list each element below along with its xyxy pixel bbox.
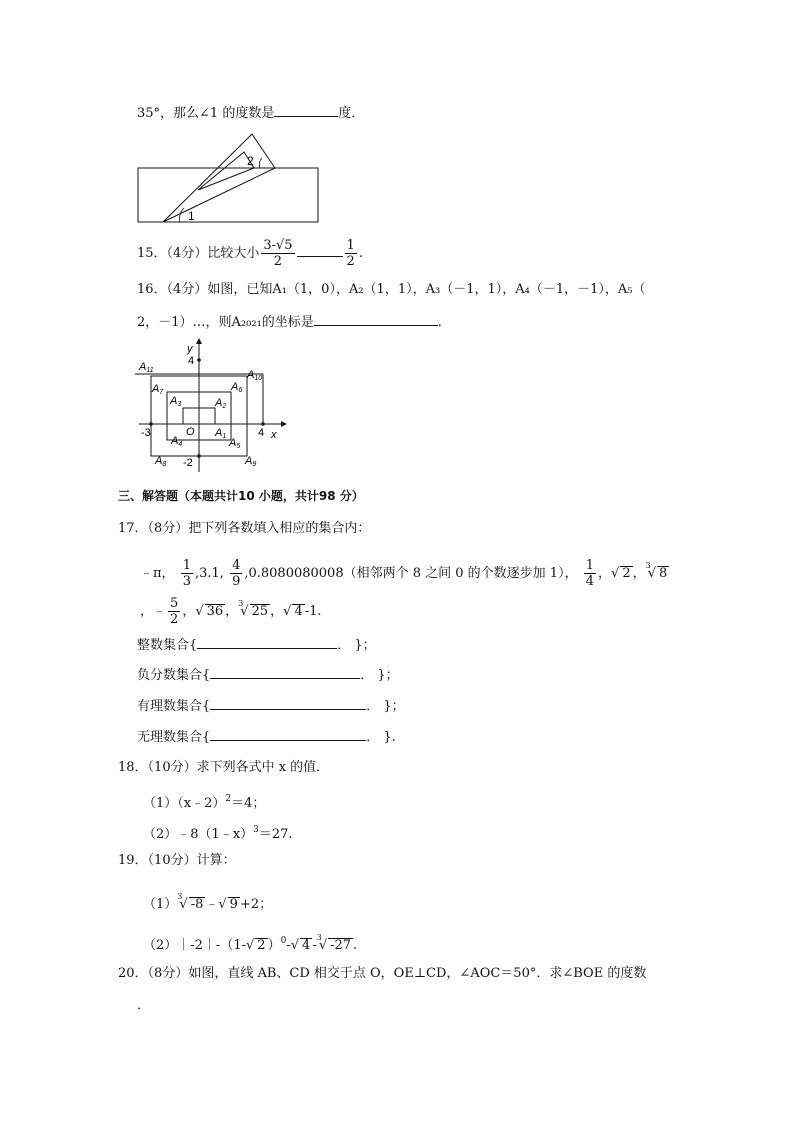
fraction: $\frac{1}{4}$: [585, 558, 594, 589]
label-a7: A7: [152, 383, 164, 396]
set-rationals: 有理数集合{ ． }；: [137, 699, 405, 714]
point-y-4: [197, 358, 201, 362]
answer-blank[interactable]: [197, 636, 337, 649]
answer-blank[interactable]: [210, 697, 366, 710]
label-a4: A4: [171, 435, 183, 448]
angle1-arc: [180, 208, 185, 222]
q15-text: 15．（4分）比较大小 $\frac{3-√5}{2}$ $\frac{1}{2}$ .: [137, 238, 363, 269]
y-axis-arrow: [196, 338, 202, 344]
q14-figure: [130, 128, 330, 228]
label-a8: A8: [155, 455, 167, 468]
label-a3: A3: [170, 395, 182, 408]
q20-line1: 20．（8分）如图，直线 AB、CD 相交于点 O，OE⊥CD，∠AOC＝50°．求∠BOE 的度数: [118, 966, 647, 981]
fraction: $\frac{4}{9}$: [232, 558, 241, 589]
answer-blank[interactable]: [297, 244, 343, 257]
fraction: $\frac{1}{2}$: [346, 238, 355, 269]
ruler-rect: [138, 168, 318, 222]
q18-part2: （2）﹣8（1﹣x）$^3$＝27.: [143, 825, 293, 842]
q17-numbers-line1: ﹣π， $\frac{1}{3}$ ,3.1, $\frac{4}{9}$ ,0.8080080008（相邻两个 8 之间 0 的个数逐步加 1）， $\frac{1}{4}$ ，√ 2 ，$^3$√ 8: [140, 558, 668, 589]
q19-part1: $(1)^3√$ -8 ﹣√ 9 +2；: [143, 892, 273, 912]
point-x-neg3: [149, 422, 153, 426]
q19-title: 19．（10分）计算：: [118, 853, 236, 868]
y-tick-4: 4: [188, 355, 195, 367]
section-heading: 三、解答题（本题共计10 小题，共计98 分）: [118, 489, 364, 503]
y-axis-label: y: [187, 343, 193, 355]
label-a10: A10: [247, 369, 263, 382]
q17-title: 17．（8分）把下列各数填入相应的集合内：: [118, 521, 371, 536]
q16-line1: 16．（4分）如图，已知A₁（1，0），A₂（1，1），A₃（－1，1），A₄（－1，－1），A₅（: [137, 282, 646, 297]
label-a9: A9: [245, 455, 257, 468]
origin-label: O: [186, 426, 195, 438]
triangle-inner: [198, 152, 254, 190]
x-axis-arrow: [281, 421, 287, 427]
q14-text: 35°，那么∠1 的度数是 度．: [137, 106, 365, 121]
q18-title: 18．（10分）求下列各式中 x 的值．: [118, 760, 330, 775]
set-irrationals: 无理数集合{ ． }.: [137, 730, 396, 745]
set-negative-fractions: 负分数集合{ ． }；: [137, 668, 399, 683]
answer-blank[interactable]: [210, 728, 366, 741]
label-a11: A11: [139, 361, 154, 374]
fraction: $\frac{1}{3}$: [182, 558, 191, 589]
x-axis-label: x: [271, 429, 277, 441]
q19-part2: （2）｜-2｜-（1-√ 2 ）$^0$-√ 4 -$^3$√ -27 .: [143, 933, 358, 953]
x-tick-neg3: -3: [141, 427, 151, 439]
q20-line2: ．: [137, 998, 151, 1013]
q16-figure: [135, 338, 295, 474]
q16-line2: 2，－1）…，则A₂₀₂₁的坐标是 ．: [137, 315, 451, 330]
point-x-4: [261, 422, 265, 426]
point-y-neg2: [197, 454, 201, 458]
label-a5: A5: [229, 437, 241, 450]
angle2-label: 2: [247, 154, 254, 168]
fraction: $\frac{5}{2}$: [170, 596, 179, 627]
fraction: $\frac{3-√5}{2}$: [263, 238, 293, 269]
answer-blank[interactable]: [210, 666, 360, 679]
y-tick-neg2: -2: [183, 457, 193, 469]
triangle-outer: [163, 134, 275, 222]
label-a6: A6: [231, 381, 243, 394]
answer-blank[interactable]: [274, 104, 338, 117]
angle2-arc: [259, 158, 262, 168]
q17-numbers-line2: ，﹣ $\frac{5}{2}$ ，√ 36 ，$^3$√ 25 ，√ 4 -1.: [140, 596, 322, 627]
label-a1: A1: [215, 427, 227, 440]
label-a2: A2: [215, 397, 227, 410]
set-integers: 整数集合{ ． }；: [137, 638, 376, 653]
angle1-label: 1: [188, 209, 195, 223]
x-tick-4: 4: [258, 427, 265, 439]
q18-part1: （1）（x﹣2）$^2$＝4；: [143, 794, 266, 811]
answer-blank[interactable]: [314, 313, 438, 326]
